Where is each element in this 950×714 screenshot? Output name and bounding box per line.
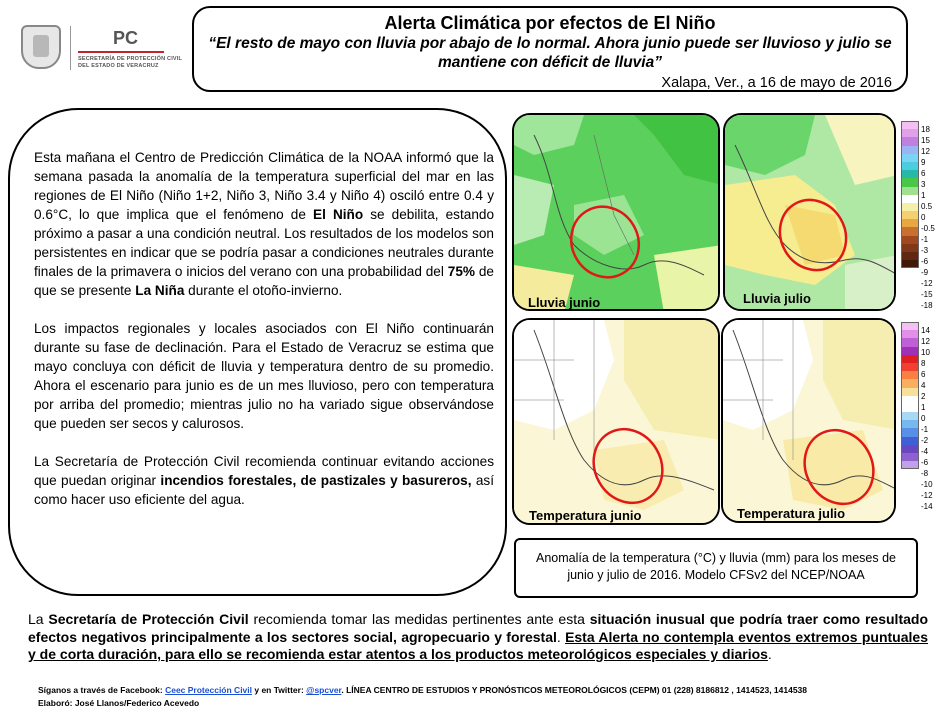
logo-acronym: PC	[113, 28, 139, 48]
colorbar-tick: -6	[921, 257, 929, 266]
map-temp-july	[721, 318, 896, 523]
colorbar-tick: -14	[921, 502, 933, 511]
coat-of-arms-icon	[21, 25, 61, 69]
colorbar-swatch	[901, 219, 919, 227]
colorbar-tick: 1	[921, 403, 926, 412]
temp-june-map-image	[514, 320, 720, 525]
logo-line-2: DEL ESTADO DE VERACRUZ	[78, 63, 159, 69]
colorbar-tick: 0	[921, 213, 926, 222]
follow-text-b: y en Twitter:	[252, 685, 307, 695]
colorbar-swatch	[901, 162, 919, 170]
p3-text-a: La Secretaría de Protección Civil recomienda continuar evitando acciones que puedan originar	[34, 454, 494, 488]
title-box	[192, 6, 908, 92]
p1-text-a: Esta mañana el Centro de Predicción Climática de la NOAA informó que la semana pasada la anomalía de la temperatura superficial del mar en las regiones de El Niño (Niño 1+2, Niño 3, Niño 3.4 y Niño 4) osciló entre 0.4 y 0.6°C, lo que implica que el fenómeno de	[34, 150, 494, 222]
map-temp-june	[512, 318, 720, 525]
map-rain-june	[512, 113, 720, 311]
p1-text-c: se debilita, estando próximo a pasar a una condición neutral. Los resultados de los modelos son persistentes en indicar que se podría pasar a condiciones neutrales durante finales de la primavera o inicios del verano con una probabilidad del	[34, 207, 494, 279]
facebook-link[interactable]: Ceec Protección Civil	[165, 685, 252, 695]
follow-text-c: . LÍNEA CENTRO DE ESTUDIOS Y PRONÓSTICOS METEOROLÓGICOS (CEPM) 01 (228) 8186812 , 1414523, 1414538	[341, 685, 808, 695]
p1-probability: 75%	[447, 264, 475, 279]
colorbar-swatch	[901, 121, 919, 129]
p1-text-g: durante el otoño-invierno.	[184, 283, 343, 298]
colorbar-swatch	[901, 170, 919, 178]
temp-july-title: Temperatura julio	[737, 506, 846, 521]
colorbar-swatch	[901, 347, 919, 355]
rain-july-map-image	[725, 115, 896, 311]
colorbar-tick: -15	[921, 290, 933, 299]
p3-text-c: así como hacer uso eficiente del agua.	[34, 473, 494, 507]
colorbar-swatch	[901, 363, 919, 371]
colorbar-tick: -18	[921, 301, 933, 310]
colorbar-swatch	[901, 252, 919, 260]
colorbar-tick: 12	[921, 337, 930, 346]
colorbar-swatch	[901, 187, 919, 195]
colorbar-swatch	[901, 404, 919, 412]
colorbar-tick: 1	[921, 191, 926, 200]
bottom-situation: situación inusual que podría traer como resultado efectos negativos principalmente a los sectores social, agropecuario y forestal	[28, 611, 928, 645]
bottom-recommendation	[28, 611, 928, 664]
colorbar-tick: -2	[921, 436, 929, 445]
place-date: Xalapa, Ver., a 16 de mayo de 2016	[661, 75, 892, 91]
colorbar-tick: 8	[921, 359, 926, 368]
follow-line	[38, 685, 807, 695]
colorbar-swatch	[901, 355, 919, 363]
paragraph-impacts: Los impactos regionales y locales asociados con El Niño continuarán durante su fase de declinación. Para el Estado de Veracruz se estima que mayo concluya con déficit de lluvia y temperatura dentro de su promedio. Ahora el escenario para junio es de un mes lluvioso, pero con temperatura por arriba del promedio; mientras julio no ha variado sigue observándose que pueden ser secos y calurosos.	[34, 321, 494, 431]
colorbar-tick: -8	[921, 469, 929, 478]
bottom-text-7: .	[767, 646, 772, 662]
colorbar-tick: 12	[921, 147, 930, 156]
colorbar-swatch	[901, 379, 919, 387]
main-text	[34, 148, 494, 528]
map-rain-july	[723, 113, 896, 311]
colorbar-tick: -12	[921, 491, 933, 500]
page-subtitle: “El resto de mayo con lluvia por abajo de lo normal. Ahora junio puede ser lluvioso y julio se mantiene con déficit de lluvia”	[208, 35, 892, 71]
p1-el-nino: El Niño	[313, 207, 364, 222]
colorbar-swatch	[901, 396, 919, 404]
colorbar-tick: -1	[921, 235, 929, 244]
colorbar-swatch	[901, 146, 919, 154]
colorbar-tick: 6	[921, 169, 926, 178]
author-line: Elaboró: José Llanos/Federico Acevedo	[38, 698, 200, 708]
colorbar-swatch	[901, 260, 919, 268]
temp-june-title: Temperatura junio	[529, 508, 642, 523]
colorbar-tick: 0	[921, 414, 926, 423]
follow-text-a: Síganos a través de Facebook:	[38, 685, 166, 695]
colorbar-tick: -1	[921, 425, 929, 434]
p1-la-nina: La Niña	[135, 283, 185, 298]
rain-june-title: Lluvia junio	[528, 295, 601, 310]
temp-july-map-image	[723, 320, 896, 523]
colorbar-swatch	[901, 420, 919, 428]
bottom-alert-note: Esta Alerta no contempla eventos extremos puntuales y de corta duración, para ello se recomienda estar atentos a los productos meteorológicos especiales y diarios	[28, 628, 928, 662]
logo	[18, 20, 183, 75]
bottom-text-3: recomienda tomar las medidas pertinentes ante esta	[248, 611, 590, 627]
colorbar-tick: 15	[921, 136, 930, 145]
colorbar-tick: -6	[921, 458, 929, 467]
bottom-text-5: .	[556, 628, 566, 645]
paragraph-noaa	[34, 148, 494, 300]
colorbar-swatch	[901, 227, 919, 235]
colorbar-swatch	[901, 330, 919, 338]
colorbar-swatch	[901, 129, 919, 137]
paragraph-recommendation	[34, 452, 494, 509]
colorbar-tick: 3	[921, 180, 926, 189]
twitter-link[interactable]: @spcver	[306, 685, 342, 695]
rain-colorbar-ticks	[921, 124, 935, 311]
temp-colorbar-ticks	[921, 325, 933, 512]
colorbar-swatch	[901, 461, 919, 469]
logo-red-bar	[78, 51, 164, 53]
colorbar-swatch	[901, 211, 919, 219]
colorbar-tick: -12	[921, 279, 933, 288]
temp-colorbar	[901, 322, 919, 469]
bottom-secretaria: Secretaría de Protección Civil	[48, 611, 249, 627]
colorbar-swatch	[901, 437, 919, 445]
rain-colorbar	[901, 121, 919, 268]
colorbar-swatch	[901, 445, 919, 453]
colorbar-swatch	[901, 371, 919, 379]
colorbar-swatch	[901, 236, 919, 244]
colorbar-swatch	[901, 244, 919, 252]
colorbar-tick: 6	[921, 370, 926, 379]
colorbar-tick: 14	[921, 326, 930, 335]
page-title: Alerta Climática por efectos de El Niño	[384, 13, 716, 33]
colorbar-swatch	[901, 322, 919, 330]
main-text-box	[8, 108, 507, 596]
logo-divider	[70, 26, 71, 70]
colorbar-swatch	[901, 338, 919, 346]
colorbar-swatch	[901, 195, 919, 203]
colorbar-tick: 10	[921, 348, 930, 357]
colorbar-swatch	[901, 178, 919, 186]
maps-caption: Anomalía de la temperatura (°C) y lluvia (mm) para los meses de junio y julio de 2016. Modelo CFSv2 del NCEP/NOAA	[514, 538, 918, 598]
colorbar-tick: -9	[921, 268, 929, 277]
colorbar-swatch	[901, 412, 919, 420]
colorbar-swatch	[901, 388, 919, 396]
colorbar-tick: 9	[921, 158, 926, 167]
p1-text-e: de que se presente	[34, 264, 494, 298]
colorbar-tick: -0.5	[921, 224, 935, 233]
colorbar-swatch	[901, 154, 919, 162]
colorbar-tick: 4	[921, 381, 926, 390]
colorbar-tick: 0.5	[921, 202, 933, 211]
colorbar-swatch	[901, 203, 919, 211]
logo-line-1: SECRETARÍA DE PROTECCIÓN CIVIL	[78, 56, 183, 62]
colorbar-tick: 2	[921, 392, 926, 401]
p3-fires: incendios forestales, de pastizales y basureros,	[160, 473, 472, 488]
colorbar-tick: -3	[921, 246, 929, 255]
colorbar-tick: -4	[921, 447, 929, 456]
rain-june-map-image	[514, 115, 720, 311]
colorbar-swatch	[901, 137, 919, 145]
colorbar-tick: 18	[921, 125, 930, 134]
bottom-text-1: La	[28, 611, 49, 627]
rain-july-title: Lluvia julio	[743, 291, 811, 306]
colorbar-tick: -10	[921, 480, 933, 489]
colorbar-swatch	[901, 428, 919, 436]
colorbar-swatch	[901, 453, 919, 461]
